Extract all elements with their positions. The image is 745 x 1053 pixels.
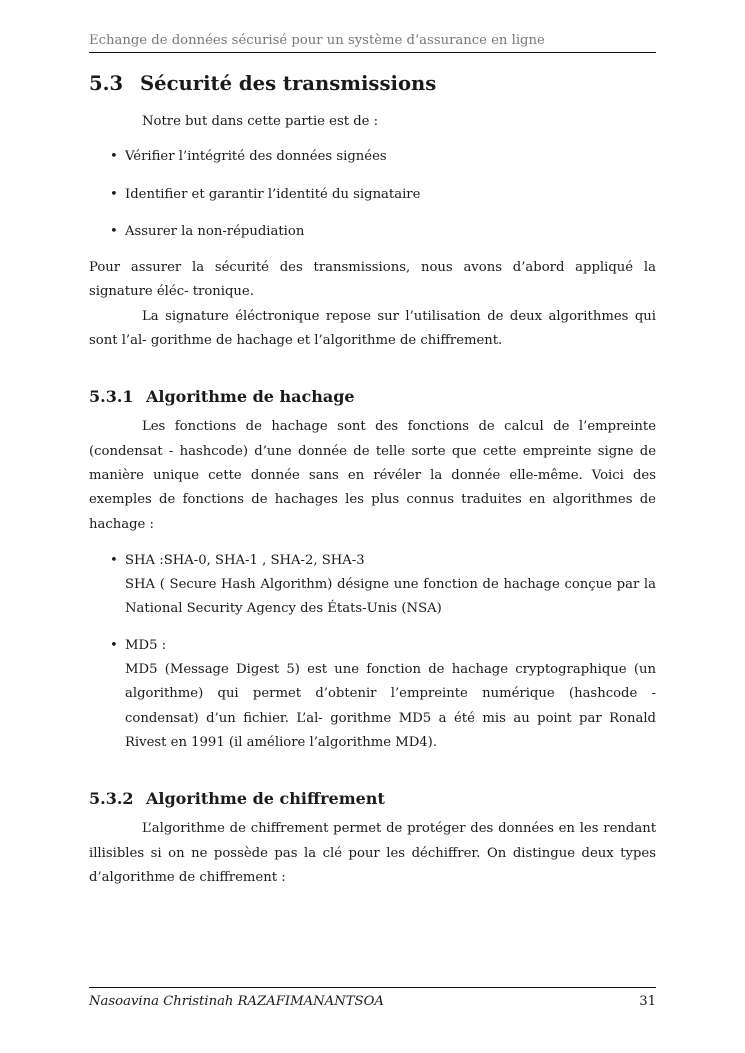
subsection-paragraph: L’algorithme de chiffrement permet de protéger des données en les rendant illisibles si on ne possède pas la clé pour les déchiffrer. On distingue deux types d’algorithme de chiffrement : [89,821,656,885]
subsection-title: Algorithme de chiffrement [146,789,385,809]
section-title: Sécurité des transmissions [140,72,437,95]
list-item [89,145,656,169]
footer-rule [89,987,656,988]
algorithm-description: MD5 (Message Digest 5) est une fonction de hachage cryptographique (un algorithme) qui permet d’obtenir l’empreinte numérique (hashcode - condensat) d’un fichier. L’al- gorithme MD5 a été mis au point par Ronald Rivest en 1991 (il améliore l’algorithme MD4). [125,662,656,750]
bullet-icon: • [110,186,118,202]
list-item [89,634,656,755]
header-rule [89,52,656,53]
algorithm-title: SHA :SHA-0, SHA-1 , SHA-2, SHA-3 [125,552,365,568]
goals-list [89,145,656,244]
goal-text: Assurer la non-répudiation [125,223,305,239]
list-item [89,549,656,622]
section-number: 5.3 [89,72,124,95]
footer-author: Nasoavina Christinah RAZAFIMANANTSOA [89,994,384,1009]
bullet-icon: • [110,552,118,568]
section-paragraph: Pour assurer la sécurité des transmissions, nous avons d’abord appliqué la signature éléc- tronique. [89,260,656,300]
subsection-heading [89,787,656,811]
running-header: Echange de données sécurisé pour un système d’assurance en ligne [89,33,545,48]
hash-algorithms-list [89,549,656,755]
goal-text: Vérifier l’intégrité des données signées [125,149,387,165]
page-content [89,70,656,890]
subsection-paragraph: Les fonctions de hachage sont des fonctions de calcul de l’empreinte (condensat - hashcode) d’une donnée de telle sorte que cette empreinte signe de manière unique cette donnée sans en révéler la donnée elle-même. Voici des exemples de fonctions de hachages les plus connus traduites en algorithmes de hachage : [89,419,656,532]
bullet-icon: • [110,149,118,165]
list-item [89,183,656,207]
subsection-heading [89,385,656,409]
list-item [89,220,656,244]
bullet-icon: • [110,223,118,239]
section-intro: Notre but dans cette partie est de : [142,114,379,129]
section-paragraph: La signature éléctronique repose sur l’utilisation de deux algorithmes qui sont l’al- gorithme de hachage et l’algorithme de chiffrement. [89,308,656,349]
subsection-number: 5.3.2 [89,789,134,809]
goal-text: Identifier et garantir l’identité du signataire [125,186,421,202]
subsection-title: Algorithme de hachage [146,387,355,407]
page-number: 31 [639,994,656,1009]
algorithm-title: MD5 : [125,637,167,653]
subsection-number: 5.3.1 [89,387,134,407]
section-heading [89,70,656,98]
algorithm-description: SHA ( Secure Hash Algorithm) désigne une fonction de hachage conçue par la National Security Agency des États-Unis (NSA) [125,577,656,617]
bullet-icon: • [110,637,118,653]
